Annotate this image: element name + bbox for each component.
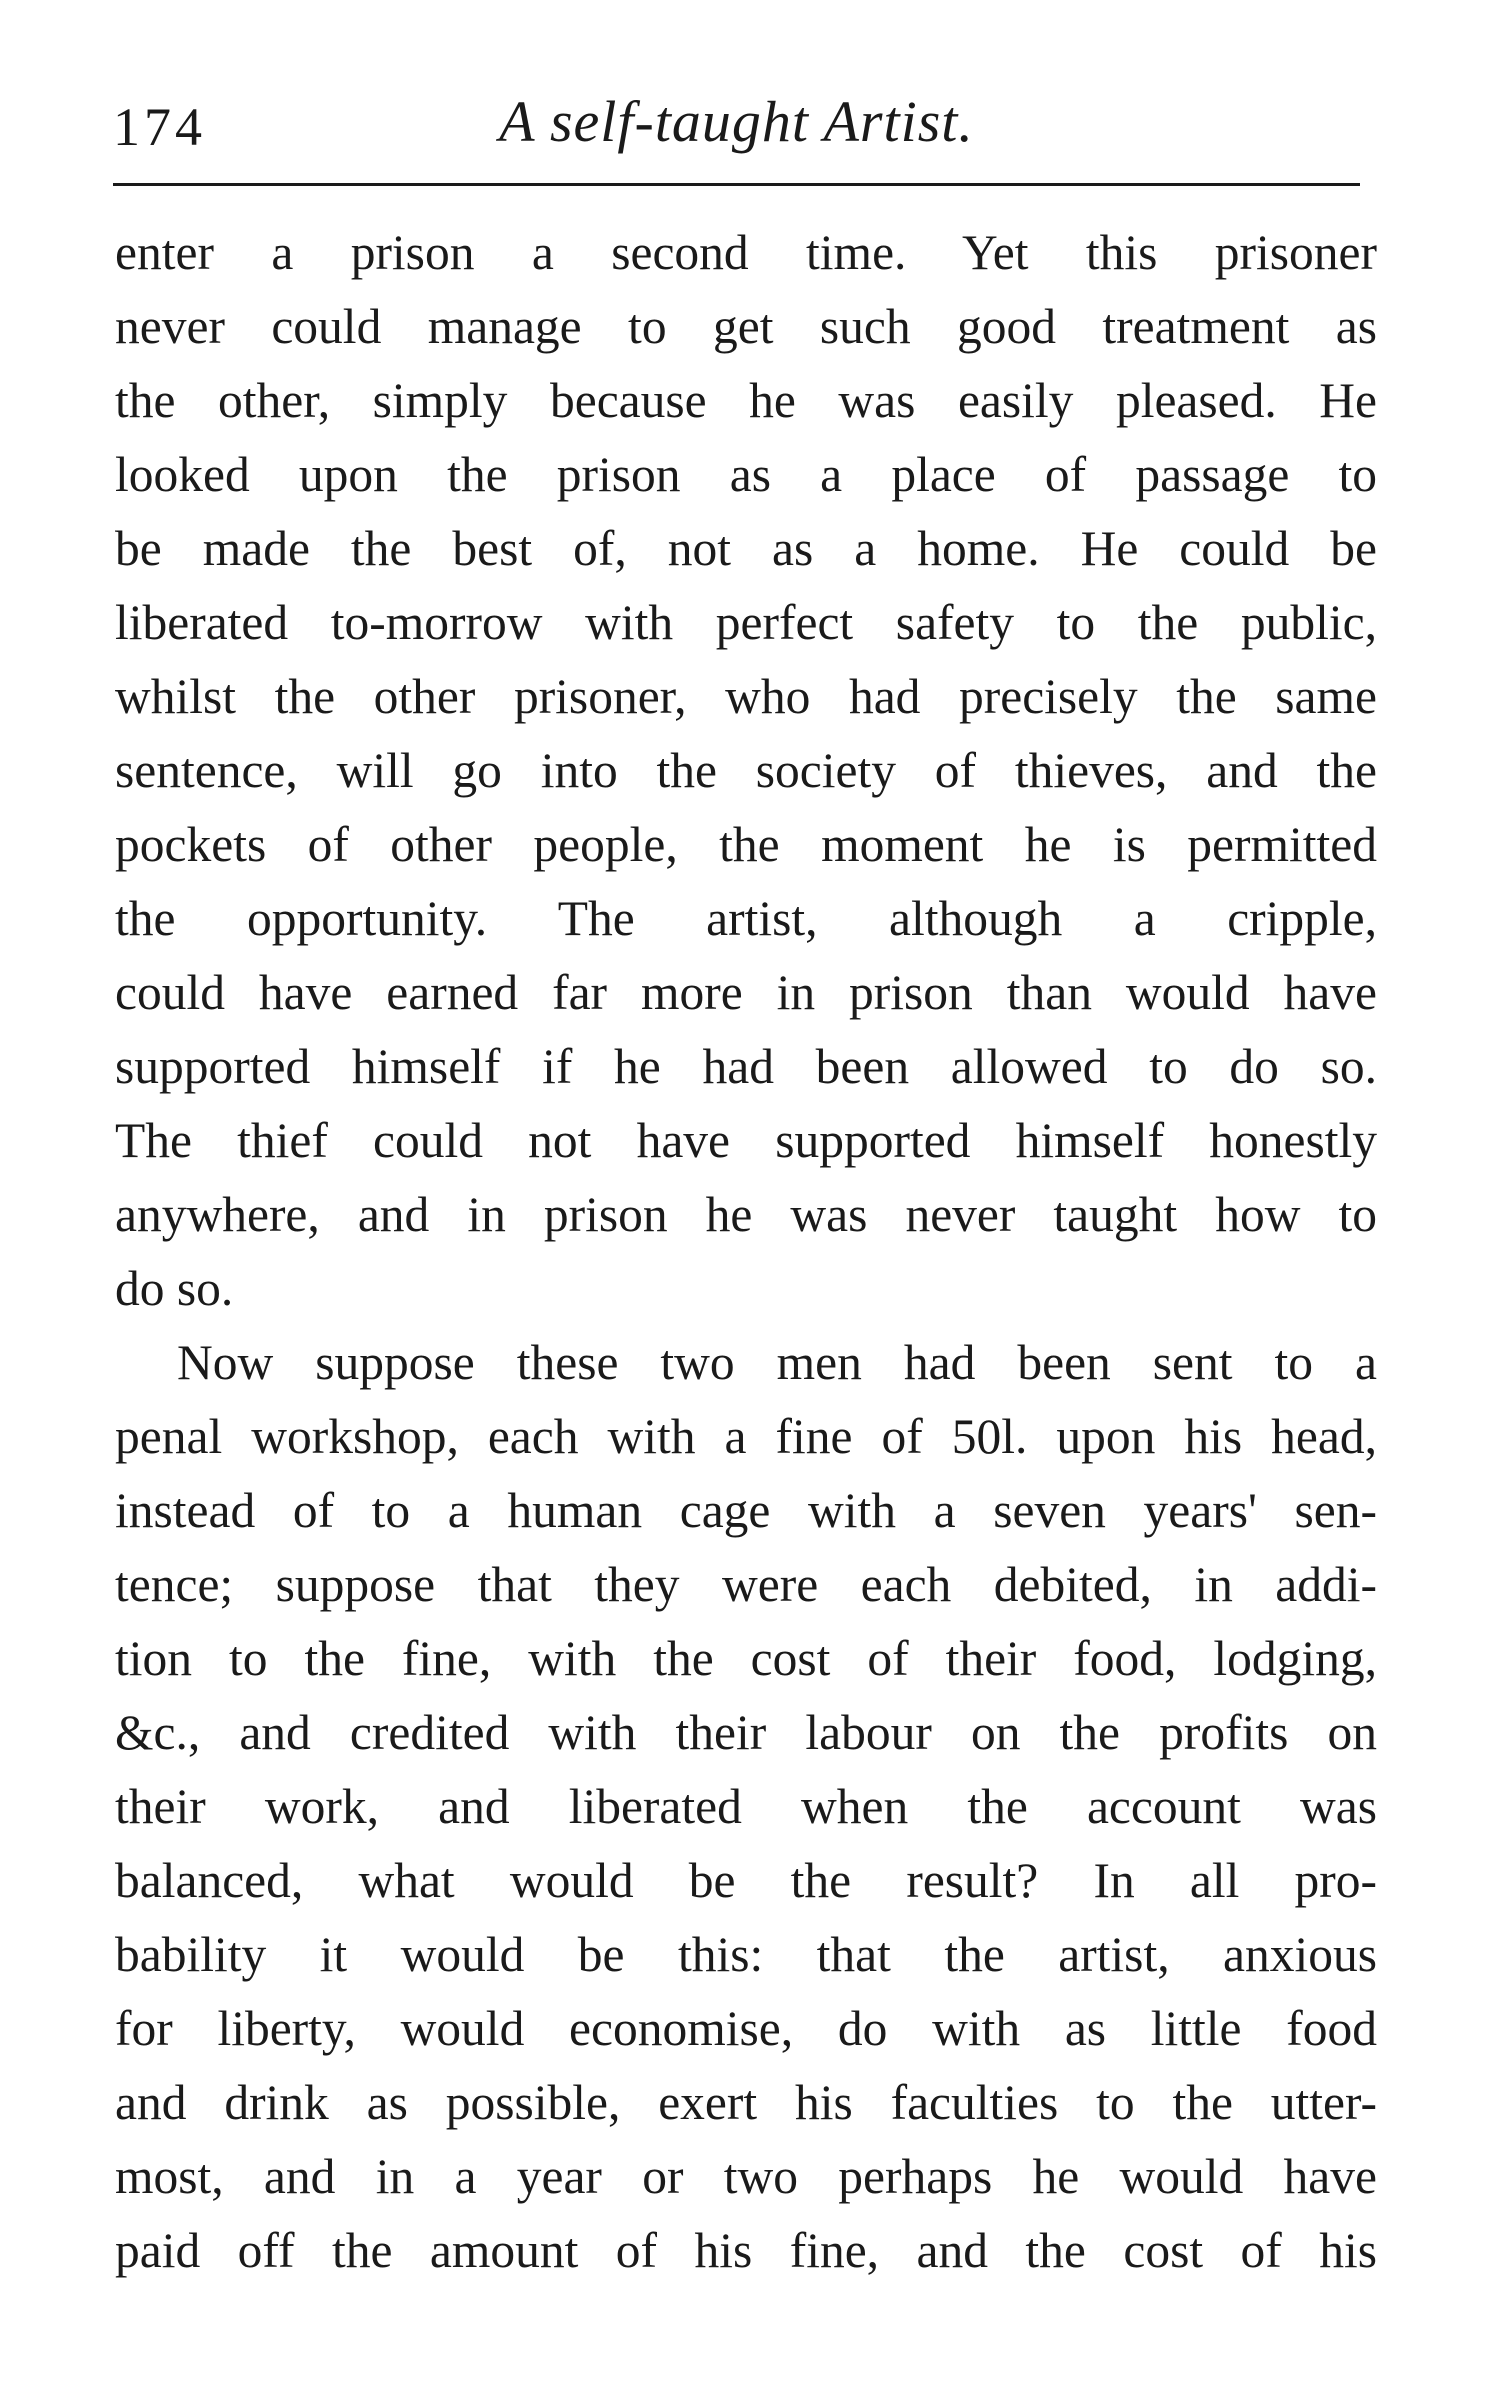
text-line: anywhere, and in prison he was never taught how to — [115, 1187, 1377, 1242]
text-line: supported himself if he had been allowed to do so. — [115, 1039, 1377, 1094]
text-line: The thief could not have supported himself honestly — [115, 1113, 1377, 1168]
text-line: the opportunity. The artist, although a cripple, — [115, 891, 1377, 946]
text-line: penal workshop, each with a fine of 50l. upon his head, — [115, 1409, 1377, 1464]
text-line: and drink as possible, exert his faculties to the utter- — [115, 2075, 1377, 2130]
text-line: could have earned far more in prison than would have — [115, 965, 1377, 1020]
text-line: paid off the amount of his fine, and the cost of his — [115, 2223, 1377, 2278]
text-line: &c., and credited with their labour on the profits on — [115, 1705, 1377, 1760]
text-line: for liberty, would economise, do with as little food — [115, 2001, 1377, 2056]
text-line: looked upon the prison as a place of passage to — [115, 447, 1377, 502]
text-line: instead of to a human cage with a seven years' sen- — [115, 1483, 1377, 1538]
text-line: never could manage to get such good treatment as — [115, 299, 1377, 354]
running-title: A self-taught Artist. — [499, 89, 974, 154]
text-line: Now suppose these two men had been sent to a — [177, 1335, 1377, 1390]
header-rule — [113, 183, 1360, 186]
text-line: sentence, will go into the society of thieves, and the — [115, 743, 1377, 798]
text-line: enter a prison a second time. Yet this prisoner — [115, 225, 1377, 280]
text-line: tence; suppose that they were each debited, in addi- — [115, 1557, 1377, 1612]
body-text — [115, 216, 1377, 2288]
text-line: bability it would be this: that the artist, anxious — [115, 1927, 1377, 1982]
text-line: their work, and liberated when the account was — [115, 1779, 1377, 1834]
text-line: most, and in a year or two perhaps he would have — [115, 2149, 1377, 2204]
page-header — [113, 88, 1360, 168]
text-line: tion to the fine, with the cost of their food, lodging, — [115, 1631, 1377, 1686]
text-line: be made the best of, not as a home. He could be — [115, 521, 1377, 576]
text-line: liberated to-morrow with perfect safety to the public, — [115, 595, 1377, 650]
text-line: pockets of other people, the moment he is permitted — [115, 817, 1377, 872]
text-line: do so. — [115, 1261, 234, 1316]
text-line: the other, simply because he was easily pleased. He — [115, 373, 1377, 428]
text-line: balanced, what would be the result? In all pro- — [115, 1853, 1377, 1908]
text-line: whilst the other prisoner, who had precisely the same — [115, 669, 1377, 724]
page-number: 174 — [113, 97, 206, 157]
